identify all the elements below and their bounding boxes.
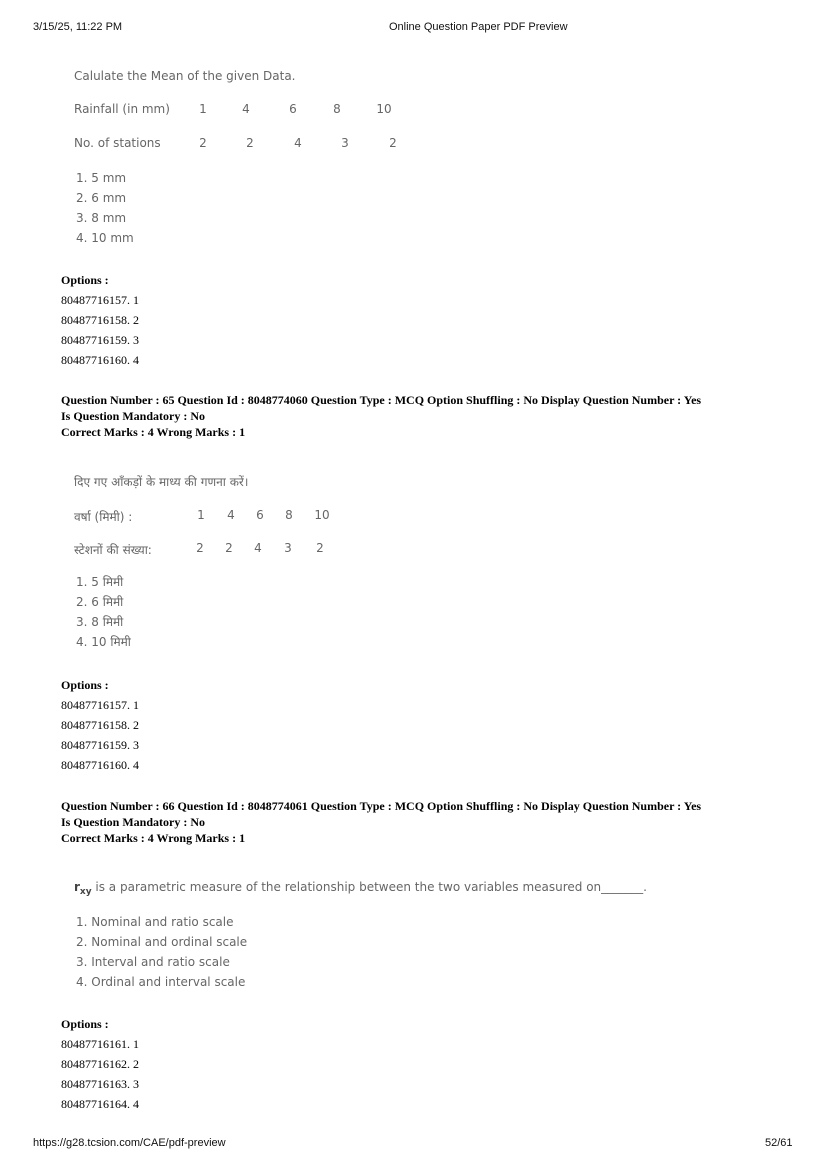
q66-choice: 2. Nominal and ordinal scale — [76, 935, 248, 949]
q64-row2-label: No. of stations — [74, 136, 161, 150]
q64-option-id: 80487716160. 4 — [61, 353, 139, 367]
print-datetime: 3/15/25, 11:22 PM — [33, 21, 123, 33]
q64-row2-value: 4 — [294, 136, 302, 150]
q66-option-id: 80487716163. 3 — [61, 1077, 139, 1091]
q65-row2-value: 2 — [225, 541, 233, 555]
q64-choices — [76, 168, 134, 248]
q65-row2-value: 2 — [196, 541, 204, 555]
print-title: Online Question Paper PDF Preview — [389, 21, 568, 33]
q65-row1-value: 6 — [256, 508, 264, 522]
q64-question-image — [74, 69, 296, 83]
q66-meta — [61, 798, 801, 846]
q64-option-id: 80487716158. 2 — [61, 313, 139, 327]
q65-question-text: दिए गए आँकड़ों के माध्य की गणना करें। — [74, 475, 249, 489]
q65-row2-label: स्टेशनों की संख्या: — [74, 543, 152, 557]
q64-row2-value: 3 — [341, 136, 349, 150]
q65-data-row-stations — [74, 541, 374, 559]
q64-options-block — [61, 270, 139, 370]
q64-choice: 4. 10 mm — [76, 231, 134, 245]
q65-choice: 1. 5 मिमी — [76, 575, 124, 589]
q65-row1-label: वर्षा (मिमी) : — [74, 510, 133, 524]
print-url: https://g28.tcsion.com/CAE/pdf-preview — [33, 1137, 226, 1149]
q64-choice: 1. 5 mm — [76, 171, 127, 185]
q64-data-row-stations — [74, 136, 434, 154]
q65-row2-value: 3 — [284, 541, 292, 555]
q65-data-row-rainfall — [74, 508, 374, 526]
q65-row1-value: 1 — [197, 508, 205, 522]
q66-question-text: is a parametric measure of the relationship between the two variables measured on_______. — [91, 880, 647, 894]
q64-row1-value: 1 — [199, 102, 207, 116]
q64-row2-value: 2 — [246, 136, 254, 150]
q66-choice: 1. Nominal and ratio scale — [76, 915, 234, 929]
q66-question-image — [74, 880, 647, 897]
q66-meta-line2: Is Question Mandatory : No — [61, 815, 206, 829]
q66-choices — [76, 912, 247, 992]
q66-option-id: 80487716162. 2 — [61, 1057, 139, 1071]
q65-question-image — [74, 473, 248, 490]
q66-options-label: Options : — [61, 1017, 109, 1031]
q65-marks: Correct Marks : 4 Wrong Marks : 1 — [61, 425, 246, 439]
q65-choice: 3. 8 मिमी — [76, 615, 124, 629]
q65-meta-line1: Question Number : 65 Question Id : 8048774060 Question Type : MCQ Option Shuffling : No Display Question Number : Yes — [61, 393, 702, 407]
q66-option-id: 80487716161. 1 — [61, 1037, 139, 1051]
q64-row1-label: Rainfall (in mm) — [74, 102, 170, 116]
q65-options-block — [61, 675, 139, 775]
q66-options-block — [61, 1014, 139, 1114]
q66-marks: Correct Marks : 4 Wrong Marks : 1 — [61, 831, 246, 845]
q65-choice: 4. 10 मिमी — [76, 635, 131, 649]
q64-row2-value: 2 — [199, 136, 207, 150]
q65-choice: 2. 6 मिमी — [76, 595, 124, 609]
q64-options-label: Options : — [61, 273, 109, 287]
q65-meta-line2: Is Question Mandatory : No — [61, 409, 206, 423]
q64-option-id: 80487716159. 3 — [61, 333, 139, 347]
q66-choice: 4. Ordinal and interval scale — [76, 975, 246, 989]
q66-symbol-subscript: xy — [79, 887, 92, 897]
q64-row1-value: 4 — [242, 102, 250, 116]
q64-row1-value: 8 — [333, 102, 341, 116]
q64-data-row-rainfall — [74, 102, 434, 120]
q66-option-id: 80487716164. 4 — [61, 1097, 139, 1111]
q65-row2-value: 4 — [254, 541, 262, 555]
q66-meta-line1: Question Number : 66 Question Id : 8048774061 Question Type : MCQ Option Shuffling : No Display Question Number : Yes — [61, 799, 702, 813]
page-number: 52/61 — [765, 1137, 793, 1149]
q64-question-text: Calulate the Mean of the given Data. — [74, 69, 296, 83]
q65-row1-value: 4 — [227, 508, 235, 522]
q65-option-id: 80487716160. 4 — [61, 758, 139, 772]
q65-option-id: 80487716157. 1 — [61, 698, 139, 712]
q64-row1-value: 6 — [289, 102, 297, 116]
q65-row1-value: 10 — [314, 508, 330, 522]
q65-row1-value: 8 — [285, 508, 293, 522]
q65-row2-value: 2 — [316, 541, 324, 555]
q66-symbol: r — [74, 880, 80, 894]
q64-option-id: 80487716157. 1 — [61, 293, 139, 307]
q65-choices — [76, 572, 131, 652]
q65-option-id: 80487716159. 3 — [61, 738, 139, 752]
q64-row1-value: 10 — [376, 102, 392, 116]
q65-options-label: Options : — [61, 678, 109, 692]
q64-row2-value: 2 — [389, 136, 397, 150]
q64-choice: 2. 6 mm — [76, 191, 127, 205]
q64-choice: 3. 8 mm — [76, 211, 127, 225]
q66-choice: 3. Interval and ratio scale — [76, 955, 230, 969]
q65-meta — [61, 392, 801, 440]
q65-option-id: 80487716158. 2 — [61, 718, 139, 732]
